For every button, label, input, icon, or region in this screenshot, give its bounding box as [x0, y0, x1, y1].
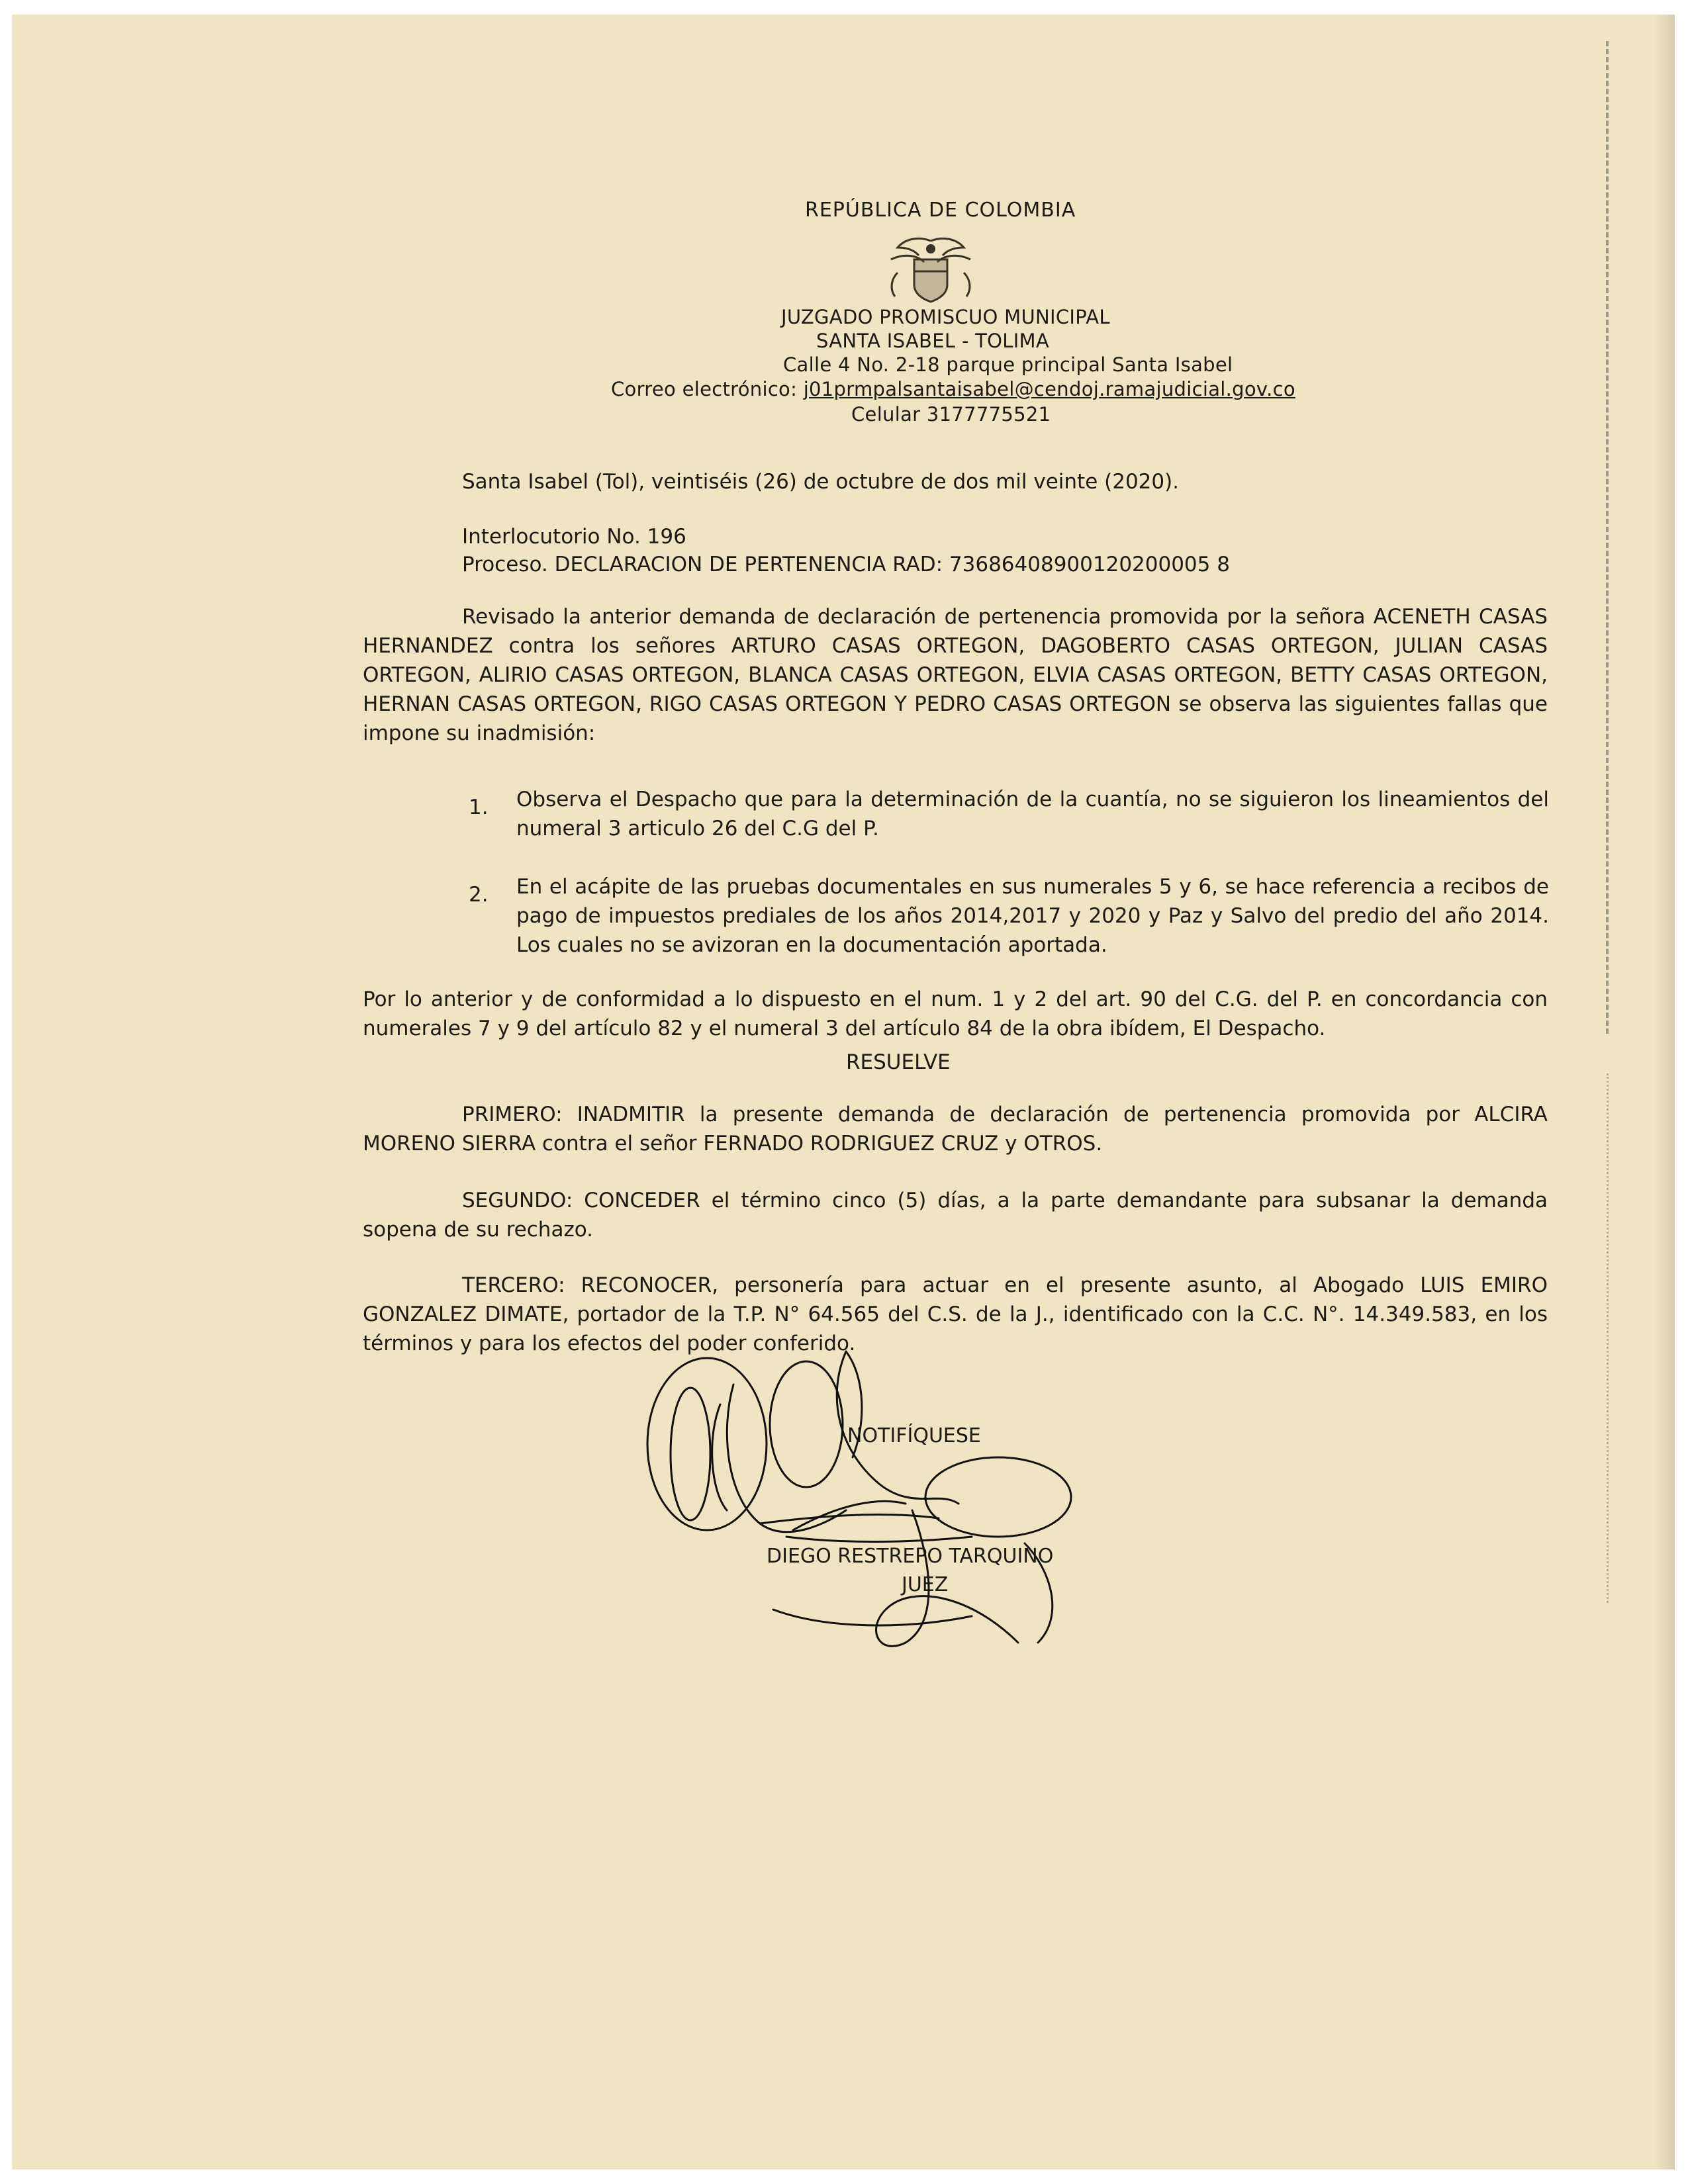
coat-of-arms-icon	[878, 233, 984, 306]
legal-basis-paragraph: Por lo anterior y de conformidad a lo dispuesto en el num. 1 y 2 del art. 90 del C.G. del P. en concordancia con numerales 7 y 9 del artículo 82 y el numeral 3 del artículo 84 de la obra ibídem, El Despacho.	[363, 987, 1548, 1040]
scan-edge-marks	[1606, 41, 1614, 1034]
court-name: JUZGADO PROMISCUO MUNICIPAL	[781, 306, 1110, 328]
email-label: Correo electrónico:	[611, 378, 804, 400]
court-phone: Celular 3177775521	[851, 403, 1051, 426]
interlocutorio-number: Interlocutorio No. 196	[462, 525, 686, 549]
item-number: 1.	[469, 796, 489, 819]
court-city: SANTA ISABEL - TOLIMA	[816, 330, 1050, 352]
email-link[interactable]: j01prmpalsantaisabel@cendoj.ramajudicial.gov.co	[803, 378, 1295, 400]
item-text: En el acápite de las pruebas documentales en sus numerales 5 y 6, se hace referencia a recibos de pago de impuestos prediales de los años 2014,2017 y 2020 y Paz y Salvo del predio del año 2014. Los cuales no se avizoran en la documentación aportada.	[516, 875, 1549, 957]
notifiquese-label: NOTIFÍQUESE	[847, 1424, 981, 1447]
court-address: Calle 4 No. 2-18 parque principal Santa Isabel	[783, 353, 1233, 376]
resolution-primero: PRIMERO: INADMITIR la presente demanda de declaración de pertenencia promovida por ALCIRA MORENO SIERRA contra el señor FERNADO RODRIGUEZ CRUZ y OTROS.	[363, 1103, 1548, 1156]
date-line: Santa Isabel (Tol), veintiséis (26) de octubre de dos mil veinte (2020).	[462, 470, 1180, 494]
proceso-line: Proceso. DECLARACION DE PERTENENCIA RAD: 73686408900120200005 8	[462, 553, 1230, 576]
country-name: REPÚBLICA DE COLOMBIA	[805, 199, 1076, 222]
judge-title: JUEZ	[902, 1573, 949, 1596]
intro-paragraph: Revisado la anterior demanda de declaración de pertenencia promovida por la señora ACENETH CASAS HERNANDEZ contra los señores ARTURO CASAS ORTEGON, DAGOBERTO CASAS ORTEGON, JULIAN CASAS ORTEGON, ALIRIO CASAS ORTEGON, BLANCA CASAS ORTEGON, ELVIA CASAS ORTEGON, BETTY CASAS ORTEGON, HERNAN CASAS ORTEGON, RIGO CASAS ORTEGON Y PEDRO CASAS ORTEGON se observa las siguientes fallas que impone su inadmisión:	[363, 605, 1548, 745]
scan-edge-marks-lower	[1607, 1073, 1614, 1603]
resuelve-heading: RESUELVE	[846, 1050, 951, 1074]
handwritten-signature	[628, 1345, 1104, 1662]
item-number: 2.	[469, 883, 489, 907]
resolution-tercero: TERCERO: RECONOCER, personería para actuar en el presente asunto, al Abogado LUIS EMIRO GONZALEZ DIMATE, portador de la T.P. N° 64.565 del C.S. de la J., identificado con la C.C. N°. 14.349.583, en los términos y para los efectos del poder conferido.	[363, 1273, 1548, 1355]
scanned-page	[12, 15, 1675, 2169]
item-text: Observa el Despacho que para la determinación de la cuantía, no se siguieron los lineamientos del numeral 3 articulo 26 del C.G del P.	[516, 788, 1549, 841]
email-row	[611, 378, 1295, 400]
resolution-segundo: SEGUNDO: CONCEDER el término cinco (5) días, a la parte demandante para subsanar la demanda sopena de su rechazo.	[363, 1189, 1548, 1242]
judge-name: DIEGO RESTREPO TARQUINO	[767, 1545, 1054, 1568]
